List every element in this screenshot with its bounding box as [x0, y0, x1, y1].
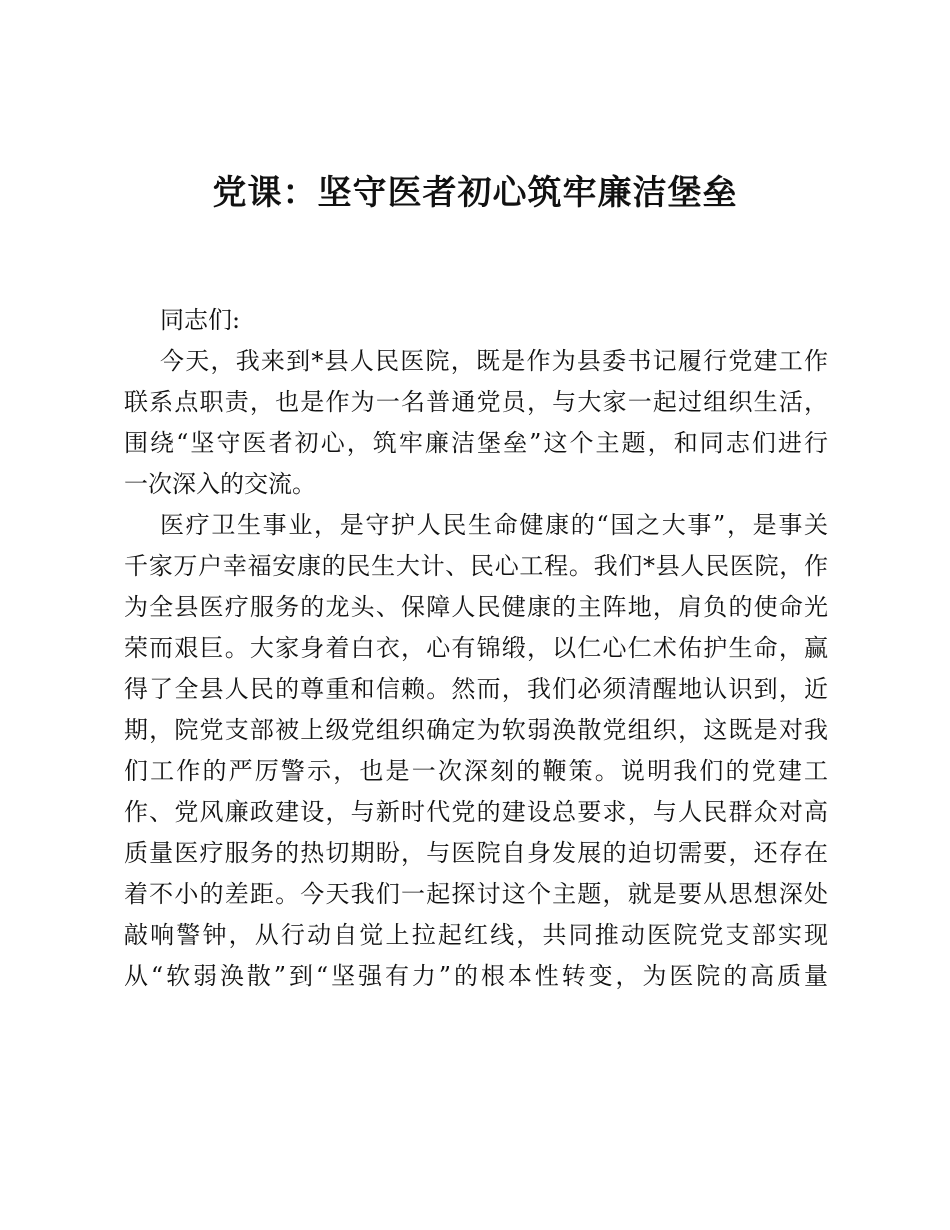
- paragraph-2-line-9: 质量医疗服务的热切期盼，与医院自身发展的迫切需要，还存在: [124, 839, 828, 867]
- paragraph-2-line-3: 为全县医疗服务的龙头、保障人民健康的主阵地，肩负的使命光: [124, 593, 828, 621]
- paragraph-2-line-5: 得了全县人民的尊重和信赖。然而，我们必须清醒地认识到，近: [124, 675, 828, 703]
- paragraph-2-line-12: 从“软弱涣散”到“坚强有力”的根本性转变，为医院的高质量: [124, 962, 828, 990]
- paragraph-1-line-4: 一次深入的交流。: [124, 470, 316, 498]
- paragraph-1-line-2: 联系点职责，也是作为一名普通党员，与大家一起过组织生活，: [124, 388, 828, 416]
- paragraph-2-line-7: 们工作的严厉警示，也是一次深刻的鞭策。说明我们的党建工: [124, 757, 828, 785]
- document-title: 党课：坚守医者初心筑牢廉洁堡垒: [212, 173, 738, 213]
- paragraph-2-line-6: 期，院党支部被上级党组织确定为软弱涣散党组织，这既是对我: [124, 716, 828, 744]
- paragraph-2-line-8: 作、党风廉政建设，与新时代党的建设总要求，与人民群众对高: [124, 798, 828, 826]
- paragraph-2-line-4: 荣而艰巨。大家身着白衣，心有锦缎，以仁心仁术佑护生命，赢: [124, 634, 828, 662]
- document-body: [124, 300, 828, 997]
- greeting-line: 同志们:: [160, 306, 241, 334]
- paragraph-2-line-1: 医疗卫生事业，是守护人民生命健康的“国之大事”，是事关: [160, 511, 828, 539]
- paragraph-2-line-10: 着不小的差距。今天我们一起探讨这个主题，就是要从思想深处: [124, 880, 828, 908]
- paragraph-2-line-2: 千家万户幸福安康的民生大计、民心工程。我们*县人民医院，作: [124, 552, 828, 580]
- paragraph-1-line-1: 今天，我来到*县人民医院，既是作为县委书记履行党建工作: [160, 347, 828, 375]
- paragraph-1-line-3: 围绕“坚守医者初心，筑牢廉洁堡垒”这个主题，和同志们进行: [124, 429, 828, 457]
- paragraph-2-line-11: 敲响警钟，从行动自觉上拉起红线，共同推动医院党支部实现: [124, 921, 828, 949]
